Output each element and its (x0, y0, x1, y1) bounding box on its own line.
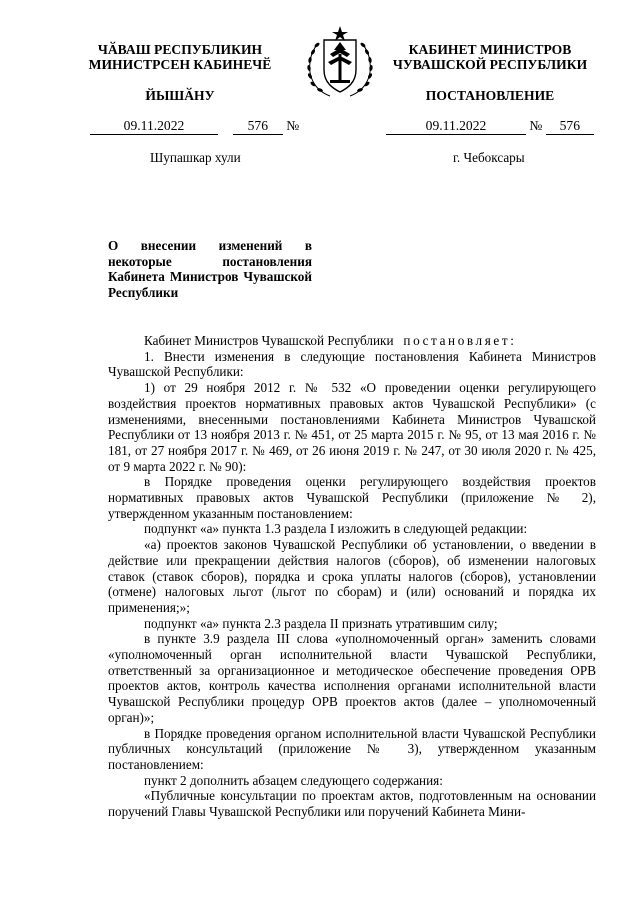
body-paragraph: подпункт «а» пункта 1.3 раздела I изложить в следующей редакции: (144, 521, 528, 537)
issuer-name-russian (380, 42, 600, 72)
date-left: 09.11.2022 (90, 118, 218, 135)
document-body (108, 333, 596, 820)
number-right: 576 (546, 118, 594, 135)
issuer-name-chuvash (80, 42, 280, 72)
issuer-line: КАБИНЕТ МИНИСТРОВ (408, 42, 572, 57)
body-paragraph: 1. Внести изменения в следующие постановления Кабинета Министров Чувашской Республики: (108, 348, 596, 380)
date-number-left (90, 118, 299, 135)
number-sign: № (286, 118, 300, 133)
city-chuvash: Шупашкар хули (150, 150, 241, 165)
preamble (108, 333, 596, 349)
coat-of-arms-emblem-icon (300, 24, 380, 104)
preamble-verb: постановляет: (403, 333, 517, 348)
date-right: 09.11.2022 (386, 118, 526, 135)
number-sign: № (529, 118, 543, 133)
document-kind-russian: ПОСТАНОВЛЕНИЕ (425, 88, 555, 103)
document-kind-chuvash: ЙЫШӐНУ (145, 88, 215, 103)
city-russian: г. Чебоксары (453, 150, 525, 165)
issuer-line: ЧУВАШСКОЙ РЕСПУБЛИКИ (392, 57, 588, 72)
body-paragraph: подпункт «а» пункта 2.3 раздела II признать утратившим силу; (144, 615, 498, 631)
issuer-line: МИНИСТРСЕН КАБИНЕЧӖ (88, 57, 272, 72)
body-paragraph: в пункте 3.9 раздела III слова «уполномоченный орган» заменить словами «уполномоченный орган исполнительной власти Чувашской Республики, ответственный за организационное и методическое обеспечение проведения ОРВ проектов актов, контроль качества исполнения органами исполнительной власти Чувашской Республики процедур ОРВ проектов актов (далее – уполномоченный орган)»; (108, 631, 596, 725)
document-subject: О внесении изменений в некоторые постановления Кабинета Министров Чувашской Республики (108, 238, 312, 300)
body-paragraph: «Публичные консультации по проектам актов, подготовленным на основании поручений Главы Чувашской Республики или поручений Кабинета Мини- (108, 788, 596, 820)
issuer-line: ЧӐВАШ РЕСПУБЛИКИН (97, 42, 263, 57)
body-paragraph: в Порядке проведения органом исполнительной власти Чувашской Республики публичных консультаций (приложение № 3), утвержденном указанным постановлением: (108, 725, 596, 772)
preamble-text: Кабинет Министров Чувашской Республики (144, 333, 394, 348)
body-paragraph: 1) от 29 ноября 2012 г. № 532 «О проведении оценки регулирующего воздействия проектов нормативных правовых актов Чувашской Республики» (с изменениями, внесенными постановлениями Кабинета Министров Чувашской Республики от 13 ноября 2013 г. № 451, от 25 марта 2015 г. № 95, от 13 мая 2016 г. № 181, от 27 ноября 2017 г. № 469, от 26 июня 2019 г. № 247, от 30 июля 2020 г. № 425, от 9 марта 2022 г. № 90): (108, 380, 596, 474)
body-paragraph: в Порядке проведения оценки регулирующего воздействия проектов нормативных правовых актов Чувашской Республики (приложение № 2), утвержденном указанным постановлением: (108, 474, 596, 521)
number-left: 576 (233, 118, 283, 135)
date-number-right (386, 118, 594, 135)
body-paragraph: «а) проектов законов Чувашской Республики об установлении, о введении в действие или прекращении действия налогов (сборов), об изменении налоговых ставок (ставок сборов), порядка и срока уплаты налогов (сборов), установлении (отмене) налоговых льгот (льгот по сборам) и (или) оснований и порядка их применения;»; (108, 537, 596, 615)
body-paragraph: пункт 2 дополнить абзацем следующего содержания: (144, 772, 443, 788)
